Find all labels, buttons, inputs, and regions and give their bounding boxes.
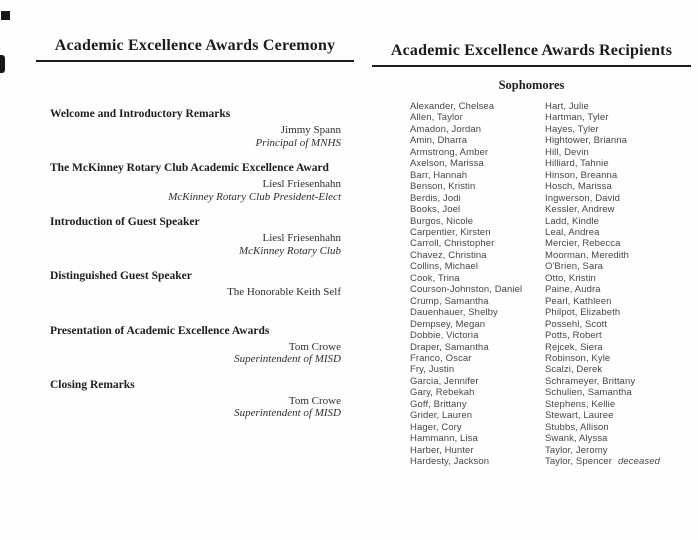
program-section-guest-speaker (50, 269, 341, 299)
recipient-name: Chavez, Christina (410, 249, 487, 261)
presenter-name: Tom Crowe (288, 340, 341, 353)
section-heading: Distinguished Guest Speaker (50, 270, 192, 282)
recipient-name: Stubbs, Allison (545, 421, 609, 433)
recipient-name: Berdis, Jodi (410, 192, 461, 204)
recipient-name: Paine, Audra (545, 284, 601, 296)
recipient-name: Hilliard, Tahnie (545, 158, 609, 170)
recipient-name: Moorman, Meredith (545, 249, 630, 261)
recipient-name: Armstrong, Amber (410, 146, 489, 158)
recipient-name: Pearl, Kathleen (545, 295, 612, 307)
presenter-role: McKinney Rotary Club President-Elect (168, 190, 341, 203)
recipient-name: Gary, Rebekah (410, 387, 475, 399)
recipient-name: Carpentier, Kirsten (410, 226, 491, 238)
recipient-name: O'Brien, Sara (545, 261, 604, 273)
recipient-name: Fry, Justin (410, 364, 455, 376)
program-section-presentation (50, 324, 341, 366)
section-heading: Presentation of Academic Excellence Awards (50, 324, 270, 337)
section-presenter (50, 178, 341, 203)
section-heading: Introduction of Guest Speaker (50, 216, 200, 228)
ceremony-page-title: Academic Excellence Awards Ceremony (54, 37, 336, 54)
recipient-name: Crump, Samantha (410, 295, 489, 307)
presenter-name: Liesl Friesenhahn (262, 178, 341, 190)
section-presenter (50, 232, 341, 257)
recipient-name: Franco, Oscar (410, 352, 472, 364)
recipient-name: Hammann, Lisa (410, 433, 478, 445)
section-presenter (50, 395, 341, 420)
recipient-name: Scalzi, Derek (545, 364, 603, 376)
deceased-note: deceased (617, 456, 660, 468)
recipients-page (372, 0, 691, 468)
presenter-name: The Honorable Keith Self (227, 286, 341, 298)
recipient-name: Stephens, Kellie (545, 398, 616, 410)
section-presenter (50, 124, 341, 149)
section-heading: Welcome and Introductory Remarks (50, 108, 231, 120)
recipient-name: Schulien, Samantha (545, 387, 632, 399)
recipient-name: Garcia, Jennifer (410, 375, 479, 387)
presenter-role: Superintendent of MISD (234, 353, 341, 365)
recipient-name: Taylor, Jeromy (545, 444, 608, 456)
recipient-name: Hill, Devin (545, 146, 589, 158)
recipient-name: Robinson, Kyle (545, 352, 611, 364)
recipient-name: Philpot, Elizabeth (545, 307, 621, 319)
recipient-name: Carroll, Christopher (410, 238, 495, 250)
recipient-name: Leal, Andrea (545, 226, 600, 238)
recipient-name: Hart, Julie (545, 101, 589, 112)
presenter-role: McKinney Rotary Club (238, 244, 341, 257)
scan-artifact (0, 55, 5, 73)
presenter-name: Tom Crowe (288, 394, 341, 407)
program-section-introduction (50, 215, 341, 257)
section-heading: Closing Remarks (50, 378, 135, 391)
section-presenter (50, 341, 341, 366)
recipient-name: Swank, Alyssa (545, 433, 608, 445)
recipients-column-2 (545, 101, 680, 468)
recipient-name: Ingwerson, David (545, 192, 620, 204)
ceremony-sections (36, 62, 354, 420)
recipient-name: Hinson, Breanna (545, 169, 618, 181)
recipient-name: Kessler, Andrew (545, 204, 615, 216)
presenter-name: Jimmy Spann (280, 124, 341, 136)
recipient-name: Hardesty, Jackson (410, 456, 490, 468)
section-heading: The McKinney Rotary Club Academic Excellence Award (50, 162, 329, 174)
recipient-name: Dobbie, Victoria (410, 330, 479, 342)
section-presenter (50, 286, 341, 299)
recipients-column-1 (410, 101, 545, 468)
recipient-name: Hosch, Marissa (545, 181, 612, 193)
recipients-columns (410, 101, 691, 468)
recipient-name: Courson-Johnston, Daniel (410, 284, 523, 296)
recipient-name: Collins, Michael (410, 261, 479, 273)
recipient-name: Dauenhauer, Shelby (410, 307, 498, 319)
recipient-name: Axelson, Marissa (410, 158, 484, 170)
recipient-name: Alexander, Chelsea (410, 101, 495, 112)
recipient-name: Mercier, Rebecca (545, 238, 621, 250)
recipient-name: Otto, Kristin (545, 272, 596, 284)
program-section-welcome (50, 107, 341, 149)
recipient-name: Potts, Robert (545, 330, 602, 342)
presenter-name: Liesl Friesenhahn (262, 232, 341, 244)
recipient-name: Allen, Taylor (410, 112, 463, 124)
recipient-name: Goff, Brittany (410, 398, 467, 410)
recipient-name: Grider, Lauren (410, 410, 473, 422)
recipient-name: Dempsey, Megan (410, 318, 486, 330)
recipient-name: Hager, Cory (410, 421, 462, 433)
recipient-name: Cook, Trina (410, 272, 460, 284)
scan-artifact (1, 11, 10, 20)
presenter-role: Superintendent of MISD (234, 407, 341, 419)
recipient-name: Hartman, Tyler (545, 112, 609, 124)
recipient-name: Schrameyer, Brittany (545, 375, 636, 387)
recipient-name: Rejcek, Siera (545, 341, 603, 353)
recipient-name: Burgos, Nicole (410, 215, 474, 227)
recipients-page-title: Academic Excellence Awards Recipients (390, 42, 673, 59)
recipient-name: Harber, Hunter (410, 444, 474, 456)
recipient-name: Books, Joel (410, 204, 461, 216)
title-rule (372, 65, 691, 67)
recipient-name: Draper, Samantha (410, 341, 489, 353)
recipient-name: Amin, Dharra (410, 135, 468, 147)
recipient-name: Hayes, Tyler (545, 123, 599, 135)
ceremony-page (36, 0, 354, 432)
program-section-closing (50, 378, 341, 420)
recipient-name-text: Taylor, Spencer (545, 456, 612, 468)
class-subtitle: Sophomores (498, 78, 565, 92)
recipient-name: Amadon, Jordan (410, 123, 482, 135)
recipient-name: Benson, Kristin (410, 181, 476, 193)
recipient-name: Hightower, Brianna (545, 135, 628, 147)
program-section-rotary-award (50, 161, 341, 203)
recipient-name: Stewart, Lauree (545, 410, 614, 422)
presenter-role: Principal of MNHS (255, 136, 341, 149)
recipient-name (545, 456, 680, 467)
recipient-name: Possehl, Scott (545, 318, 608, 330)
recipient-name: Ladd, Kindle (545, 215, 600, 227)
recipient-name: Barr, Hannah (410, 169, 468, 181)
